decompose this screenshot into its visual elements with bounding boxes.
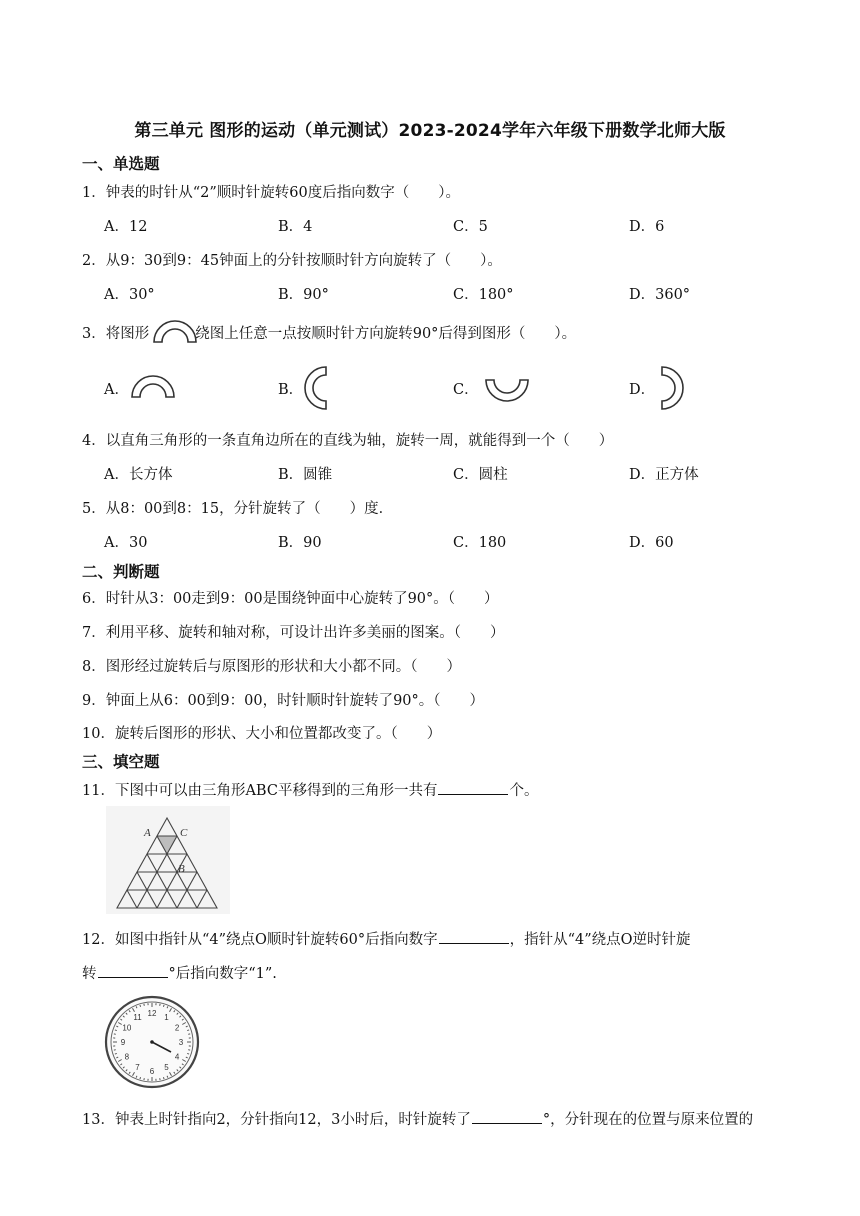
q3-option-c-arch-figure — [484, 378, 530, 402]
q12-clock-figure — [104, 995, 200, 1089]
question-4: 4．以直角三角形的一条直角边所在的直线为轴，旋转一周，就能得到一个（ ） — [82, 433, 614, 449]
clock-tick — [163, 1077, 164, 1079]
q3-option-a-arch-figure — [130, 373, 176, 399]
question-6: 6．时针从3：00走到9：00是围绕钟面中心旋转了90°。（ ） — [82, 591, 499, 607]
page-title: 第三单元 图形的运动（单元测试）2023-2024学年六年级下册数学北师大版 — [134, 121, 726, 141]
q12-answer-blank-2[interactable] — [98, 963, 168, 978]
q12-line2-after: °后指向数字“1”. — [168, 966, 277, 982]
clock-number: 11 — [133, 1012, 142, 1022]
q11-label-a: A — [144, 827, 151, 839]
question-7: 7．利用平移、旋转和轴对称，可设计出许多美丽的图案。（ ） — [82, 625, 505, 641]
q4-option-c[interactable]: C．圆柱 — [453, 467, 508, 483]
clock-center-o — [150, 1040, 154, 1044]
q2-option-d[interactable]: D．360° — [629, 287, 691, 303]
q3-option-b[interactable]: B． — [278, 382, 304, 398]
q3-text-after: 绕图上任意一点按顺时针方向旋转90°后得到图形（ ）。 — [195, 326, 577, 342]
question-2: 2．从9：30到9：45钟面上的分针按顺时针方向旋转了（ ）。 — [82, 253, 502, 269]
q11-answer-blank[interactable] — [438, 780, 508, 795]
clock-number: 12 — [147, 1009, 157, 1018]
q3-option-c[interactable]: C． — [453, 382, 479, 398]
q12-line1-before: 12．如图中指针从“4”绕点O顺时针旋转60°后指向数字 — [82, 932, 438, 948]
q13-text-before: 13．钟表上时针指向2，分针指向12，3小时后，时针旋转了 — [82, 1112, 471, 1128]
q1-option-a[interactable]: A．12 — [104, 219, 148, 235]
q3-option-d-arch-figure — [660, 365, 686, 411]
clock-tick — [163, 1005, 164, 1007]
q11-triangle-grid-figure — [106, 806, 230, 914]
section-heading-true-false: 二、判断题 — [82, 563, 160, 581]
question-11 — [82, 779, 538, 800]
q11-label-c: C — [180, 827, 188, 839]
q5-option-c[interactable]: C．180 — [453, 535, 507, 551]
q1-option-c[interactable]: C．5 — [453, 219, 488, 235]
clock-number: 7 — [135, 1063, 140, 1073]
q11-text-after: 个。 — [509, 783, 539, 799]
clock-number: 10 — [122, 1023, 132, 1033]
question-12-line-1 — [82, 928, 691, 949]
q13-text-after: °，分针现在的位置与原来位置的 — [542, 1112, 754, 1128]
q2-option-b[interactable]: B．90° — [278, 287, 329, 303]
clock-number: 5 — [164, 1063, 169, 1073]
clock-tick — [115, 1030, 117, 1031]
clock-tick — [140, 1005, 141, 1007]
question-8: 8．图形经过旋转后与原图形的形状和大小都不同。（ ） — [82, 659, 461, 675]
q11-text-before: 11．下图中可以由三角形ABC平移得到的三角形一共有 — [82, 783, 438, 799]
q1-option-b[interactable]: B．4 — [278, 219, 313, 235]
q3-option-d[interactable]: D． — [629, 382, 656, 398]
clock-tick — [187, 1030, 189, 1031]
question-10: 10．旋转后图形的形状、大小和位置都改变了。（ ） — [82, 726, 442, 742]
question-12-line-2 — [82, 962, 277, 983]
q3-option-a[interactable]: A． — [104, 382, 129, 398]
clock-number: 1 — [164, 1012, 169, 1022]
q11-label-b: B — [178, 863, 185, 875]
section-heading-single-choice: 一、单选题 — [82, 155, 160, 173]
q13-answer-blank[interactable] — [472, 1109, 542, 1124]
question-1: 1．钟表的时针从“2”顺时针旋转60度后指向数字（ ）。 — [82, 185, 460, 201]
clock-number: 2 — [174, 1023, 180, 1033]
q5-option-d[interactable]: D．60 — [629, 535, 674, 551]
q2-option-a[interactable]: A．30° — [104, 287, 155, 303]
clock-number: 3 — [178, 1038, 184, 1047]
q5-option-b[interactable]: B．90 — [278, 535, 322, 551]
q5-option-a[interactable]: A．30 — [104, 535, 148, 551]
clock-number: 6 — [149, 1067, 155, 1076]
section-heading-fill-blank: 三、填空题 — [82, 753, 160, 771]
clock-number: 9 — [120, 1038, 126, 1047]
q3-original-arch-figure — [152, 318, 198, 344]
q4-option-b[interactable]: B．圆锥 — [278, 467, 333, 483]
q12-line1-after: ，指针从“4”绕点O逆时针旋 — [509, 932, 691, 948]
q12-answer-blank-1[interactable] — [439, 929, 509, 944]
question-5: 5．从8：00到8：15，分针旋转了（ ）度． — [82, 501, 394, 517]
clock-tick — [187, 1053, 189, 1054]
q12-line2-before: 转 — [82, 966, 97, 982]
clock-number: 8 — [124, 1052, 130, 1062]
clock-number: 4 — [174, 1052, 180, 1062]
q3-option-b-arch-figure — [302, 365, 328, 411]
q2-option-c[interactable]: C．180° — [453, 287, 514, 303]
q3-text-before: 3．将图形 — [82, 326, 150, 342]
clock-tick — [140, 1077, 141, 1079]
q4-option-d[interactable]: D．正方体 — [629, 467, 699, 483]
question-9: 9．钟面上从6：00到9：00，时针顺时针旋转了90°。（ ） — [82, 693, 485, 709]
q1-option-d[interactable]: D．6 — [629, 219, 665, 235]
clock-tick — [115, 1053, 117, 1054]
q4-option-a[interactable]: A．长方体 — [104, 467, 173, 483]
question-13 — [82, 1108, 753, 1129]
